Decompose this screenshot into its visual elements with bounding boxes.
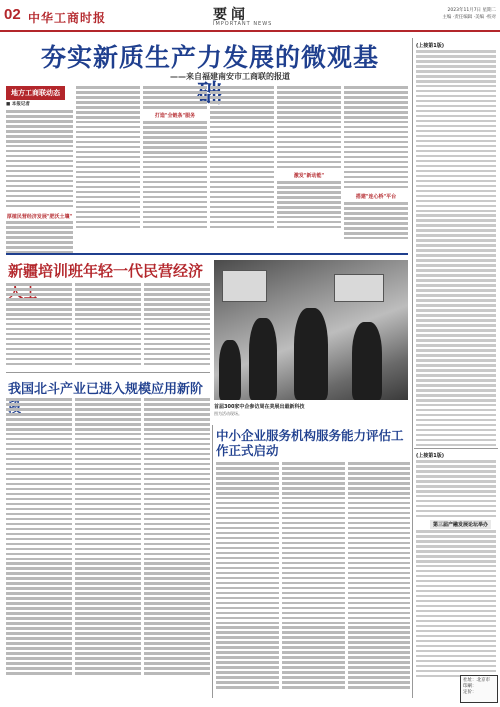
sidebar-divider <box>414 448 498 449</box>
lead-text-col-3 <box>143 86 207 111</box>
footer-address: 社址：北京市 <box>463 678 490 683</box>
beidou-headline: 我国北斗产业已进入规模应用新阶 <box>8 382 204 397</box>
sme-text-col-1 <box>216 462 279 691</box>
lead-text-col-3b <box>143 121 207 231</box>
sidebar-mid-title: 第三届产融发展论坛举办 <box>430 520 491 529</box>
section-tag: 地方工商联动态 <box>6 86 65 100</box>
lead-text-col-4 <box>210 86 274 231</box>
footer-info-box <box>460 675 498 703</box>
beidou-text-col-3 <box>144 398 210 677</box>
sidebar-text-2 <box>416 460 496 520</box>
lead-text-col-6b <box>344 202 408 242</box>
photo-description: 图为活动现场。 <box>214 411 242 416</box>
column-divider <box>412 38 413 698</box>
training-text-col-1 <box>6 283 72 368</box>
lead-text-col-1b <box>6 221 73 256</box>
training-text-col-2 <box>75 283 141 368</box>
editor-credits: 主编 ·责任编辑 ·美编 ·校对 <box>442 15 496 20</box>
footer-printer: 印刷： <box>463 684 477 689</box>
lead-text-col-2 <box>76 86 140 231</box>
page-number: 02 <box>4 6 21 23</box>
lead-subtitle-4: 搭建"连心桥"平台 <box>355 194 397 200</box>
lead-text-col-1 <box>6 110 73 210</box>
training-text-col-3 <box>144 283 210 368</box>
lead-subtitle-3: 激发"新动能" <box>293 173 325 179</box>
sidebar-bottom-head: (上接第1版) <box>416 453 445 459</box>
masthead <box>0 0 500 32</box>
masthead-meta <box>366 7 496 21</box>
footer-price: 定价： <box>463 690 477 695</box>
section-title-en: IMPORTANT NEWS <box>213 21 273 27</box>
beidou-text-col-1 <box>6 398 72 677</box>
lead-headline: 夯实新质生产力发展的微观基 <box>40 43 379 72</box>
story-divider <box>6 372 210 373</box>
section-title: 要闻 <box>213 7 249 23</box>
lead-subhead: ——来自福建南安市工商联的报道 <box>170 72 290 81</box>
sidebar-text-1 <box>416 50 496 449</box>
sme-headline: 中小企业服务机构服务能力评估工作正式启动 <box>216 428 404 458</box>
section-divider <box>6 253 408 255</box>
column-divider-2 <box>212 425 213 698</box>
lead-text-col-5 <box>277 86 341 171</box>
lead-byline: ■ 本报记者 <box>6 102 30 107</box>
sme-text-col-3 <box>348 462 410 691</box>
photo-caption: 首届300家中企参访周在美展出最新科技 <box>214 404 305 410</box>
sidebar-top-head: (上接第1版) <box>416 43 445 49</box>
beidou-text-col-2 <box>75 398 141 677</box>
lead-text-col-5b <box>277 181 341 231</box>
training-headline: 新疆培训班年轻一代民营经济 <box>8 262 204 280</box>
sidebar-text-3 <box>416 530 496 680</box>
lead-text-col-6 <box>344 86 408 191</box>
lead-subtitle-2: 打造"全链条"服务 <box>154 113 196 119</box>
news-photo <box>214 260 408 400</box>
sme-text-col-2 <box>282 462 345 691</box>
paper-name: 中华工商时报 <box>28 11 107 25</box>
lead-subtitle-1: 厚植民营经济发展"肥沃土壤" <box>6 214 73 220</box>
issue-date: 2023年11月7日 星期二 <box>447 8 496 13</box>
